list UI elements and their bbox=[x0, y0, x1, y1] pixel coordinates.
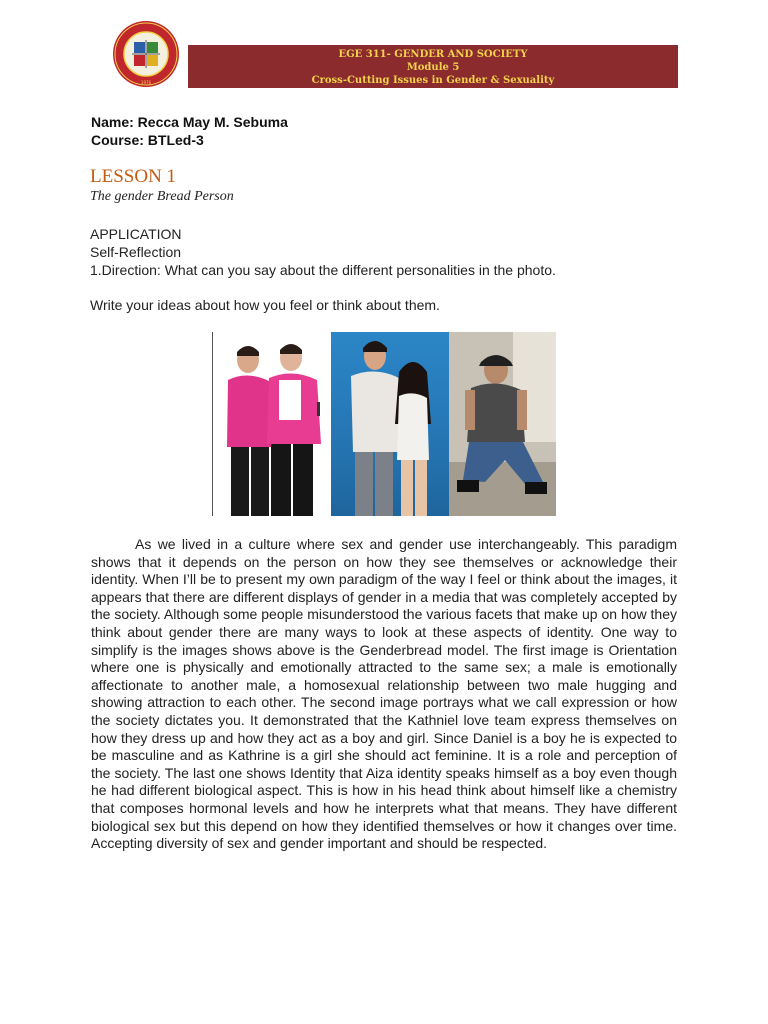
reflection-essay: As we lived in a culture where sex and gender use interchangeably. This paradigm shows that it depends on the person on how they see themselves or acknowledge their identity. When I’ll be to present my own paradigm of the way I feel or think about the images, it appears that there are different displays of gender in a media that was completely accepted by the society. Although some people misunderstood the various facets that make up on how they think about gender there are many ways to look at these aspects of identity. One way to simplify is the images shows above is the Genderbread model. The first image is Orientation where one is physically and emotionally attracted to the same sex; a male is emotionally affectionate to another male, a homosexual relationship between two male hugging and showing attraction to each other. The second image portrays what we call expression or how the society dictates you. It demonstrated that the Kathniel love team express themselves on how they dress up and how they act as a boy and girl. Since Daniel is a boy he is expected to be masculine and as Kathrine is a girl she should act feminine. It is a role and perception of the society. The last one shows Identity that Aiza identity speaks himself as a boy even though he had different biological aspect. This is how in his head think about himself like a chemistry that composes hormonal levels and how he interprets what that means. They have different biological sex but this depend on how they identified themselves or how it changes over time. Accepting diversity of sex and gender important and should be respected. bbox=[91, 536, 677, 852]
student-course: Course: BTLed-3 bbox=[91, 132, 204, 148]
course-header-banner bbox=[188, 45, 678, 88]
lesson-title: LESSON 1 bbox=[90, 166, 177, 187]
application-section bbox=[90, 225, 556, 279]
self-reflection-heading: Self-Reflection bbox=[90, 244, 182, 260]
svg-text:1976: 1976 bbox=[140, 80, 152, 85]
two-men-pink-suits-photo bbox=[213, 332, 331, 516]
module-number: Module 5 bbox=[406, 62, 460, 73]
application-heading: APPLICATION bbox=[90, 226, 182, 242]
student-name: Name: Recca May M. Sebuma bbox=[91, 114, 288, 130]
couple-white-tops-photo bbox=[331, 332, 449, 516]
student-info bbox=[91, 113, 288, 149]
write-prompt: Write your ideas about how you feel or think about them. bbox=[90, 297, 440, 313]
lesson-subtitle: The gender Bread Person bbox=[90, 189, 234, 204]
university-seal-icon bbox=[112, 20, 180, 88]
module-title: Cross-Cutting Issues in Gender & Sexuality bbox=[311, 75, 555, 86]
course-code: EGE 311- GENDER AND SOCIETY bbox=[338, 49, 528, 60]
man-seated-cap-photo bbox=[449, 332, 556, 516]
personalities-photo bbox=[212, 332, 556, 516]
direction-text: 1.Direction: What can you say about the different personalities in the photo. bbox=[90, 262, 556, 278]
